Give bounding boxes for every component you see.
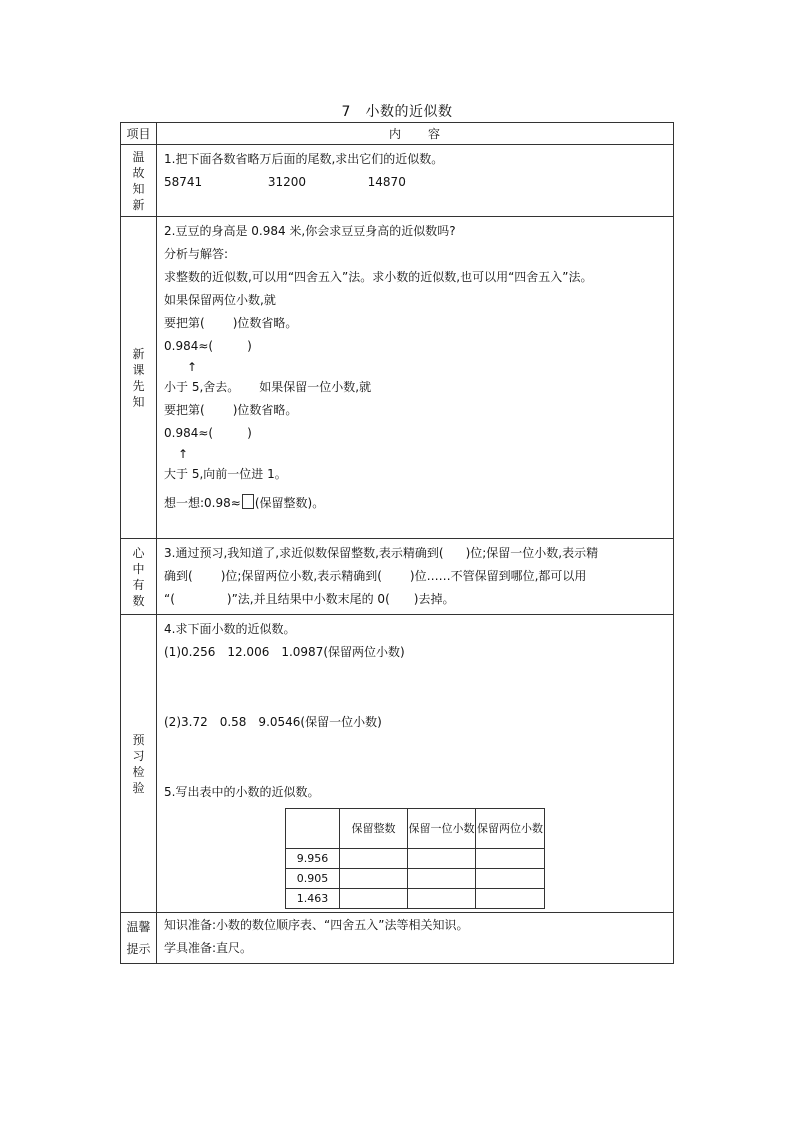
number-item: 31200 bbox=[267, 175, 307, 189]
keep-two-decimals: 如果保留两位小数,就 bbox=[164, 293, 276, 307]
greater-than-note: 大于 5,向前一位进 1。 bbox=[164, 467, 287, 481]
section-preview-content bbox=[157, 217, 674, 539]
section-review-content bbox=[157, 145, 674, 217]
less-than-note: 小于 5,舍去。 如果保留一位小数,就 bbox=[164, 380, 372, 394]
arrow-icon: ↑ bbox=[187, 360, 198, 374]
section-summary-content bbox=[157, 539, 674, 615]
omit-digit-2: 要把第( )位数省略。 bbox=[164, 403, 298, 417]
approx-2: 0.984≈( ) bbox=[164, 426, 252, 440]
question-4-part-1: (1)0.256 12.006 1.0987(保留两位小数) bbox=[164, 645, 405, 659]
section-tips-label: 温馨 提示 bbox=[121, 913, 157, 964]
approx-table bbox=[285, 808, 545, 909]
approx-1: 0.984≈( ) bbox=[164, 339, 252, 353]
approx-table-header bbox=[286, 809, 545, 849]
answer-space[interactable] bbox=[164, 734, 666, 781]
header-item: 项目 bbox=[121, 123, 157, 145]
table-header-cell: 保留整数 bbox=[340, 809, 408, 849]
summary-line-3: “( )”法,并且结果中小数末尾的 0( )去掉。 bbox=[164, 592, 455, 606]
table-cell-value: 1.463 bbox=[286, 889, 340, 909]
question-1: 1.把下面各数省略万后面的尾数,求出它们的近似数。 bbox=[164, 152, 444, 166]
rounding-rule: 求整数的近似数,可以用“四舍五入”法。求小数的近似数,也可以用“四舍五入”法。 bbox=[164, 270, 593, 284]
table-header-cell: 保留两位小数 bbox=[476, 809, 545, 849]
table-cell-value: 0.905 bbox=[286, 869, 340, 889]
section-check bbox=[121, 615, 674, 913]
number-item: 58741 bbox=[164, 175, 203, 189]
knowledge-prep: 知识准备:小数的数位顺序表、“四舍五入”法等相关知识。 bbox=[164, 918, 469, 932]
answer-cell[interactable] bbox=[476, 849, 545, 869]
table-row bbox=[286, 869, 545, 889]
header-content: 内 容 bbox=[157, 123, 674, 145]
section-check-label: 预 习 检 验 bbox=[121, 615, 157, 913]
think-question: 想一想:0.98≈ (保留整数)。 bbox=[164, 496, 325, 510]
question-2: 2.豆豆的身高是 0.984 米,你会求豆豆身高的近似数吗? bbox=[164, 224, 456, 238]
arrow-icon: ↑ bbox=[178, 447, 189, 461]
answer-cell[interactable] bbox=[340, 849, 408, 869]
answer-cell[interactable] bbox=[340, 889, 408, 909]
question-4: 4.求下面小数的近似数。 bbox=[164, 622, 296, 636]
table-row bbox=[286, 889, 545, 909]
number-item: 14870 bbox=[367, 175, 406, 189]
section-preview bbox=[121, 217, 674, 539]
section-review-label: 温 故 知 新 bbox=[121, 145, 157, 217]
section-summary bbox=[121, 539, 674, 615]
question-4-part-2: (2)3.72 0.58 9.0546(保留一位小数) bbox=[164, 715, 382, 729]
section-tips-content bbox=[157, 913, 674, 964]
section-check-content bbox=[157, 615, 674, 913]
question-5: 5.写出表中的小数的近似数。 bbox=[164, 785, 320, 799]
section-review bbox=[121, 145, 674, 217]
answer-cell[interactable] bbox=[476, 869, 545, 889]
section-summary-label: 心 中 有 数 bbox=[121, 539, 157, 615]
number-list bbox=[164, 171, 666, 194]
table-cell-value: 9.956 bbox=[286, 849, 340, 869]
answer-cell[interactable] bbox=[340, 869, 408, 889]
summary-line-1: 3.通过预习,我知道了,求近似数保留整数,表示精确到( )位;保留一位小数,表示精 bbox=[164, 546, 599, 560]
answer-cell[interactable] bbox=[476, 889, 545, 909]
answer-cell[interactable] bbox=[408, 889, 476, 909]
table-header-cell bbox=[286, 809, 340, 849]
summary-line-2: 确到( )位;保留两位小数,表示精确到( )位……不管保留到哪位,都可以用 bbox=[164, 569, 587, 583]
answer-cell[interactable] bbox=[408, 869, 476, 889]
section-preview-label: 新 课 先 知 bbox=[121, 217, 157, 539]
analysis-heading: 分析与解答: bbox=[164, 247, 229, 261]
answer-cell[interactable] bbox=[408, 849, 476, 869]
answer-space[interactable] bbox=[164, 664, 666, 711]
lesson-table bbox=[120, 122, 674, 964]
omit-digit-1: 要把第( )位数省略。 bbox=[164, 316, 298, 330]
table-header-cell: 保留一位小数 bbox=[408, 809, 476, 849]
tools-prep: 学具准备:直尺。 bbox=[164, 941, 253, 955]
header-row bbox=[121, 123, 674, 145]
section-tips bbox=[121, 913, 674, 964]
table-row bbox=[286, 849, 545, 869]
answer-box[interactable] bbox=[242, 494, 254, 509]
page-title: 7 小数的近似数 bbox=[341, 104, 453, 120]
